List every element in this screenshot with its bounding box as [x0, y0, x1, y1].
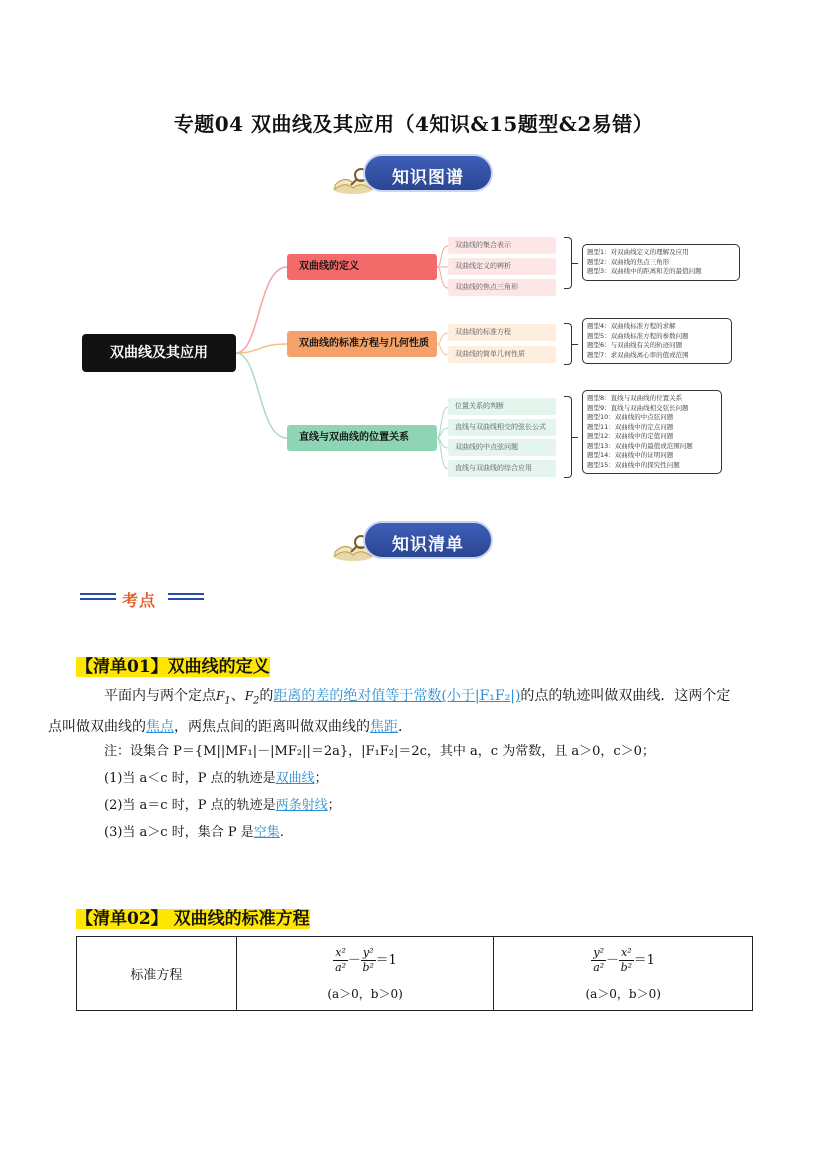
- note-line: 注：设集合 P＝{M||MF₁|－|MF₂||＝2a}，|F₁F₂|＝2c，其中 a，c 为常数，且 a＞0，c＞0；: [104, 744, 655, 759]
- denominator: a²: [593, 960, 605, 974]
- type-item: 题型13：双曲线中的最值或范围问题: [587, 441, 693, 450]
- equation: [237, 946, 494, 975]
- type-item: 题型11：双曲线中的定点问题: [587, 422, 674, 431]
- mindmap-types-box: [582, 390, 722, 474]
- mindmap-sub: 双曲线的集合表示: [448, 237, 556, 254]
- focus-f1: $F_1$: [216, 689, 231, 707]
- definition-paragraph: [48, 683, 766, 741]
- minus-sign: －: [347, 952, 361, 968]
- type-item: 题型15：双曲线中的探究性问题: [587, 460, 680, 469]
- mindmap-root: 双曲线及其应用: [82, 334, 236, 372]
- equation: [494, 946, 752, 975]
- mindmap-sub: 位置关系的判断: [448, 398, 556, 415]
- heading-num: 01: [127, 657, 151, 677]
- equation-cell-y: [494, 937, 753, 1011]
- heading-text: 】双曲线的定义: [150, 657, 270, 677]
- section-heading-01: [76, 652, 270, 677]
- mindmap-brace: [564, 237, 572, 289]
- row-label: 标准方程: [77, 937, 237, 1011]
- case-3: [104, 819, 794, 846]
- mindmap-sub: 双曲线的焦点三角形: [448, 279, 556, 296]
- mindmap-sub: 双曲线的标准方程: [448, 324, 556, 341]
- type-item: 题型1：对双曲线定义的理解及应用: [587, 248, 689, 256]
- mindmap-sub: 双曲线定义的辨析: [448, 258, 556, 275]
- minus-sign: －: [606, 952, 620, 968]
- text: 、: [230, 688, 245, 704]
- equals-one: ＝1: [375, 952, 397, 968]
- fill-blank: 焦距: [370, 719, 398, 736]
- mindmap-branch-equation: 双曲线的标准方程与几何性质: [287, 331, 437, 357]
- text: 的: [259, 688, 274, 704]
- mindmap-branch-line-relation: 直线与双曲线的位置关系: [287, 425, 437, 451]
- text: 点叫做双曲线的: [48, 719, 146, 736]
- case-1: [104, 765, 794, 792]
- decor-lines: [80, 593, 116, 603]
- type-item: 题型2：双曲线的焦点三角形: [587, 257, 670, 266]
- decor-lines: [168, 593, 204, 603]
- text: (1)当 a＜c 时，P 点的轨迹是: [104, 771, 276, 786]
- denominator: b²: [362, 960, 374, 974]
- condition: (a＞0，b＞0): [585, 986, 661, 1001]
- type-item: 题型7：求双曲线离心率的值或范围: [587, 350, 689, 359]
- heading-bracket: 【清单: [76, 909, 127, 929]
- condition: (a＞0，b＞0): [327, 986, 403, 1001]
- text: ；: [314, 771, 328, 786]
- type-item: 题型8：直线与双曲线的位置关系: [587, 394, 683, 402]
- fraction: [591, 946, 606, 975]
- case-2: [104, 792, 794, 819]
- mindmap-sub: 直线与双曲线的综合应用: [448, 460, 556, 477]
- text: (2)当 a＝c 时，P 点的轨迹是: [104, 798, 276, 813]
- focus-f2: $F_2$: [244, 689, 260, 707]
- kaodian-heading: [80, 588, 208, 612]
- type-item: 题型10：双曲线的中点弦问题: [587, 413, 674, 421]
- text: 平面内与两个定点: [104, 688, 216, 704]
- numerator: y²: [593, 945, 605, 959]
- heading-num: 02: [127, 909, 151, 929]
- heading-bracket: 【清单: [76, 657, 127, 677]
- numerator: x²: [335, 945, 346, 959]
- fill-blank: 距离的差的绝对值等于常数(小于|F₁F₂|): [273, 688, 521, 704]
- fill-blank: 焦点: [146, 719, 174, 736]
- type-item: 题型14：双曲线中的证明问题: [587, 451, 674, 459]
- fill-blank: 空集: [253, 825, 280, 840]
- section-heading-02: [76, 904, 310, 929]
- equals-one: ＝1: [633, 952, 655, 968]
- fill-blank: 双曲线: [275, 771, 315, 786]
- page-title: 专题04 双曲线及其应用（4知识&15题型&2易错）: [173, 112, 654, 136]
- standard-equation-table: [76, 936, 753, 1011]
- type-item: 题型9：直线与双曲线相交弦长问题: [587, 403, 689, 412]
- table-row: [77, 937, 753, 1011]
- type-item: 题型5：双曲线标准方程的参数问题: [587, 331, 689, 340]
- mindmap-branch-definition: 双曲线的定义: [287, 254, 437, 280]
- fraction: [619, 946, 634, 975]
- mindmap-types-box: [582, 244, 740, 281]
- fraction: [333, 946, 348, 975]
- fill-blank: 两条射线: [275, 798, 328, 813]
- kaodian-label: 考点: [122, 591, 157, 610]
- denominator: b²: [620, 960, 633, 974]
- type-item: 题型12：双曲线中的定值问题: [587, 432, 674, 440]
- denominator: a²: [335, 960, 347, 974]
- mindmap-brace: [564, 323, 572, 365]
- text: ，两焦点间的距离叫做双曲线的: [174, 719, 370, 736]
- text: 的点的轨迹叫做双曲线．这两个定: [520, 688, 731, 704]
- text: ；: [327, 798, 341, 813]
- mindmap-sub: 双曲线的中点弦问题: [448, 439, 556, 456]
- mindmap-brace: [564, 396, 572, 478]
- mindmap-types-box: [582, 318, 732, 364]
- knowledge-list-banner: [331, 520, 494, 564]
- mindmap-sub: 直线与双曲线相交的弦长公式: [448, 419, 556, 436]
- type-item: 题型3：双曲线中的距离和差的最值问题: [587, 267, 702, 275]
- equation-cell-x: [236, 937, 494, 1011]
- banner-label: 知识图谱: [392, 168, 464, 188]
- banner-pill: [363, 521, 493, 559]
- type-item: 题型6：与双曲线有关的轨迹问题: [587, 341, 683, 349]
- heading-text: 】 双曲线的标准方程: [150, 909, 310, 929]
- fraction: [361, 946, 376, 975]
- numerator: x²: [621, 945, 632, 959]
- text: .: [279, 825, 284, 840]
- type-item: 题型4：双曲线标准方程的求解: [587, 322, 676, 330]
- numerator: y²: [362, 945, 374, 959]
- mindmap-sub: 双曲线的简单几何性质: [448, 346, 556, 363]
- text: (3)当 a＞c 时，集合 P 是: [104, 825, 254, 840]
- text: .: [398, 719, 403, 736]
- banner-label: 知识清单: [392, 535, 464, 555]
